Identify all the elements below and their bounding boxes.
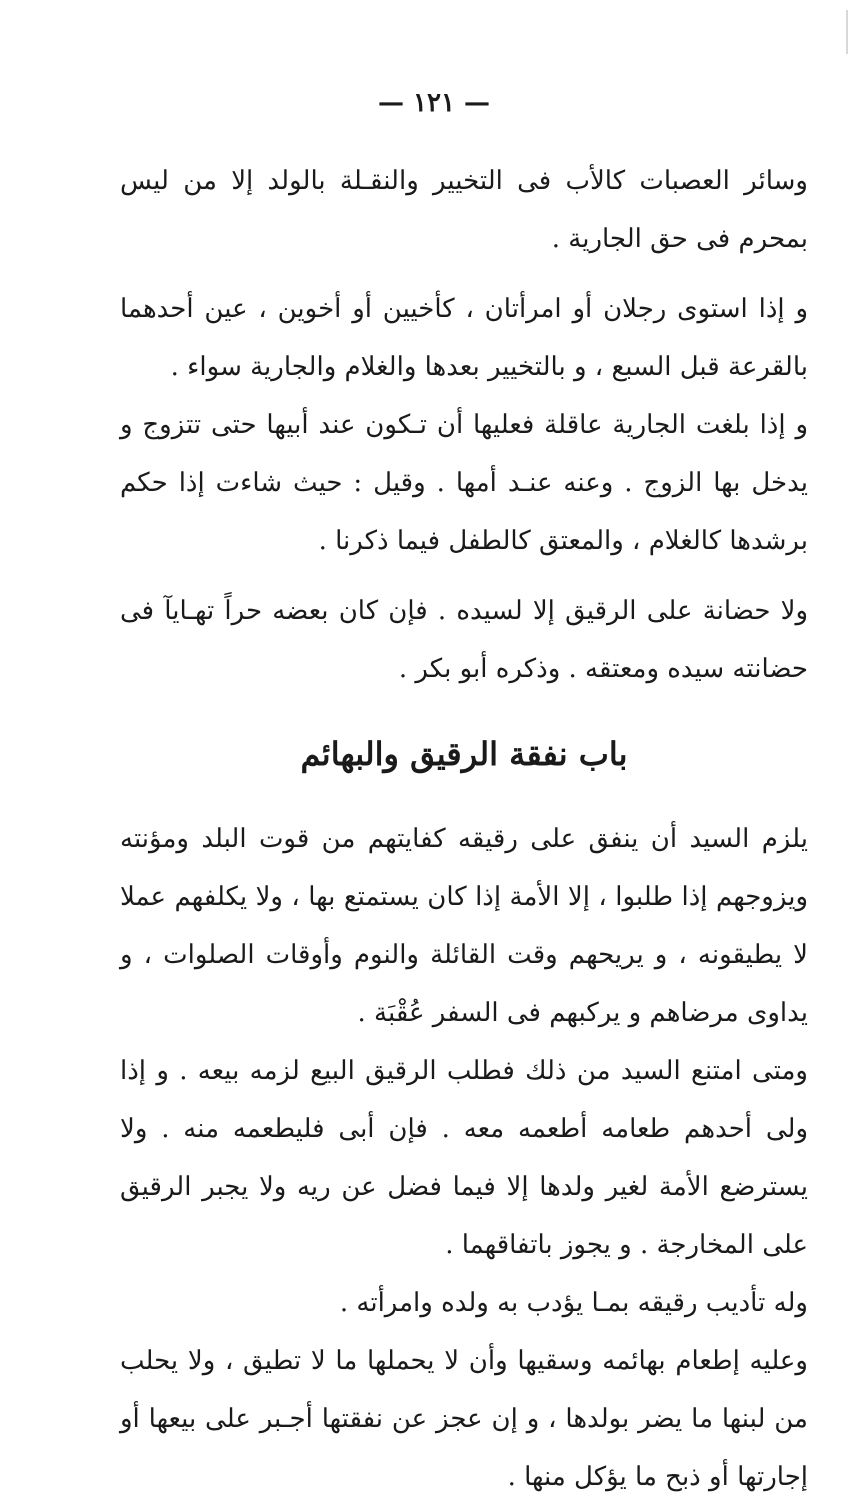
paragraph-master-obligations: يلزم السيد أن ينفق على رقيقه كفايتهم من قوت البلد ومؤنته ويزوجهم إذا طلبوا ، إلا الأمة إذا كان يستمتع بها ، ولا يكلفهم عملا لا يطيقونه ، و يريحهم وقت القائلة والنوم وأوقات الصلوات ، و يداوى مرضاهم و يركبهم فى السفر عُقْبَة .: [120, 824, 808, 1028]
paragraph-slave-custody: ولا حضانة على الرقيق إلا لسيده . فإن كان بعضه حراً تهـايآ فى حضانته سيده ومعتقه . وذكره أبو بكر .: [120, 596, 808, 684]
paragraph-refusal-sale: ومتى امتنع السيد من ذلك فطلب الرقيق البيع لزمه بيعه . و إذا ولى أحدهم طعامه أطعمه معه . فإن أبى فليطعمه منه . ولا يسترضع الأمة لغير ولدها إلا فيما فضل عن ريه ولا يجبر الرقيق على المخارجة . و يجوز باتفاقهما .: [120, 1056, 808, 1260]
section-heading: باب نفقة الرقيق والبهائم: [300, 735, 628, 773]
body-text: [120, 152, 808, 1506]
paragraph-mature-girl: و إذا بلغت الجارية عاقلة فعليها أن تـكون عند أبيها حتى تتزوج و يدخل بها الزوج . وعنه عنـد أمها . وقيل : حيث شاءت إذا حكم برشدها كالغلام ، والمعتق كالطفل فيما ذكرنا .: [120, 410, 808, 556]
scan-edge-mark: [846, 10, 848, 54]
paragraph-discipline: وله تأديب رقيقه بمـا يؤدب به ولده وامرأته .: [339, 1288, 808, 1318]
paragraph-equal-claimants: و إذا استوى رجلان أو امرأتان ، كأخيين أو أخوين ، عين أحدهما بالقرعة قبل السبع ، و بالتخيير بعدها والغلام والجارية سواء .: [120, 294, 808, 382]
paragraph-animals: وعليه إطعام بهائمه وسقيها وأن لا يحملها ما لا تطيق ، ولا يحلب من لبنها ما يضر بولدها ، و إن عجز عن نفقتها أجـبر على بيعها أو إجارتها أو ذبح ما يؤكل منها .: [120, 1346, 808, 1492]
paragraph-custody-relatives: وسائر العصبات كالأب فى التخيير والنقـلة بالولد إلا من ليس بمحرم فى حق الجارية .: [120, 166, 808, 254]
page-number: — ١٢١ —: [377, 88, 491, 118]
